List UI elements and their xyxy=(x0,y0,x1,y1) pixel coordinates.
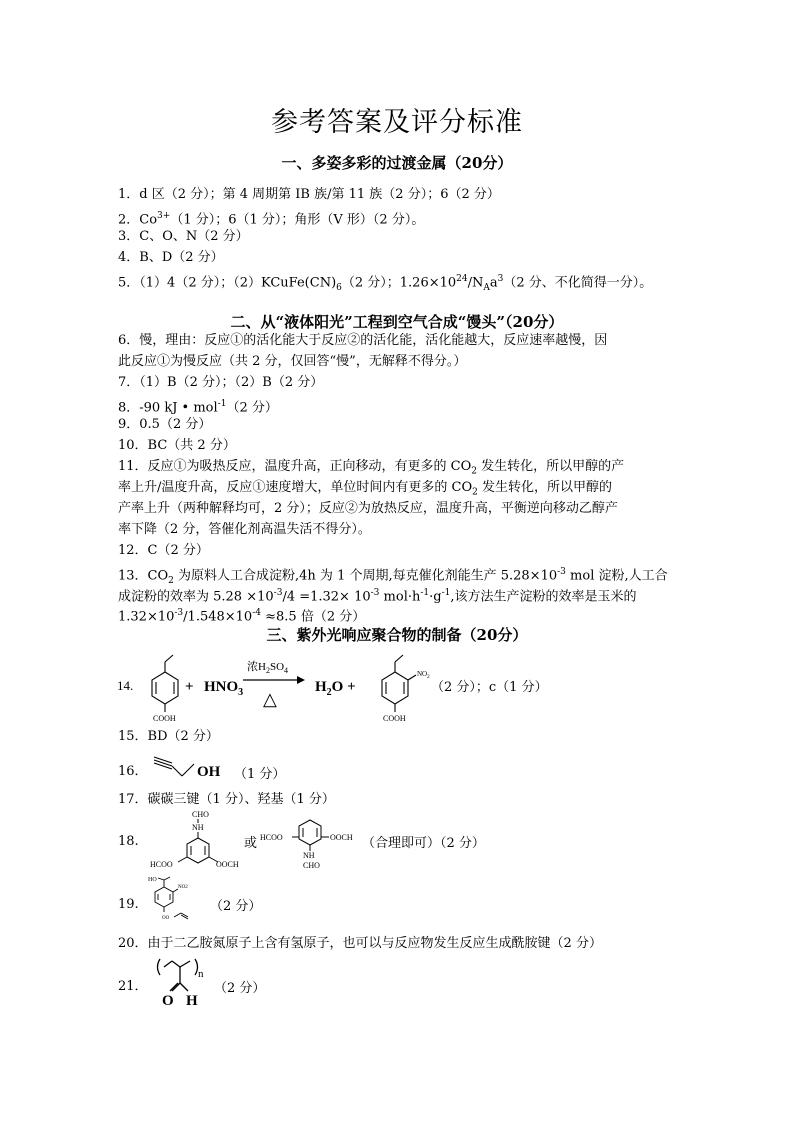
page-title: 参考答案及评分标准 xyxy=(271,107,523,138)
q16-label: 16． xyxy=(118,764,148,779)
answer-9: 9．0.5（2 分） xyxy=(118,417,212,432)
nitro-label: $NO_2$ xyxy=(417,670,430,680)
plus-sign: + xyxy=(185,679,194,695)
svg-text:HCOO: HCOO xyxy=(260,833,283,842)
svg-text:HCOO: HCOO xyxy=(150,860,173,869)
answer-11-line-1: 11．反应①为吸热反应，温度升高，正向移动，有更多的 $CO_2$ 发生转化，所以甲醇的产 xyxy=(118,459,625,477)
answer-3: 3．C、O、N（2 分） xyxy=(118,229,249,244)
section-heading-2: 二、从“液体阳光”工程到空气合成“馒头”（20分） xyxy=(230,313,564,331)
answer-1: 1．d 区（2 分）；第 4 周期第 IB 族/第 11 族（2 分）；6（2 分） xyxy=(118,187,500,202)
answer-6-line-2: 此反应①为慢反应（共 2 分，仅回答“慢”，无解释不得分。） xyxy=(118,354,467,369)
q18-label: 18. xyxy=(118,834,139,849)
heat-symbol: △ xyxy=(263,689,277,709)
svg-text:CHO: CHO xyxy=(192,810,209,819)
propargyl-alcohol-structure xyxy=(152,752,232,782)
svg-text:OO: OO xyxy=(162,916,170,921)
svg-text:NO2: NO2 xyxy=(178,885,188,890)
answer-5: 5．（1）4（2 分）；$(2)KCuFe(CN)_6(2$ 分）；$1.26\times 10^{24}/N_Aa^3(2$ 分、不化简得一分）。 xyxy=(118,274,653,293)
polymer-structure xyxy=(150,955,220,1015)
svg-text:OOCH: OOCH xyxy=(216,860,239,869)
cooh-label-product: COOH xyxy=(383,714,406,723)
answer-6-line-1: 6．慢，理由：反应①的活化能大于反应②的活化能，活化能越大，反应速率越慢，因 xyxy=(118,333,608,348)
ethylbenzoic-acid-structure xyxy=(152,655,178,712)
svg-text:NH: NH xyxy=(303,851,315,860)
answer-13-line-3: $1.32\times 10^{-3}/1.548\times 10^{-4} \approx 8.5$ 倍（2 分） xyxy=(118,608,366,625)
answer-13-line-2: 成淀粉的效率为 $5.28 \times 10^{-3}/4 =1.32\times 10^{-3}$ $mol\cdot h^{-1}\cdot g^{-1}$,该方法生产淀粉的效率是玉米的 xyxy=(118,588,637,605)
svg-text:NH: NH xyxy=(192,823,204,832)
or-word: 或 xyxy=(244,836,258,851)
answer-7: 7．（1）B（2 分）；（2）B（2 分） xyxy=(118,375,324,390)
svg-text:O: O xyxy=(162,993,174,1009)
answer-20: 20．由于二乙胺氮原子上含有氢原子，也可以与反应物发生反应生成酰胺键（2 分） xyxy=(118,936,602,951)
q14-label: 14. xyxy=(117,678,134,693)
answer-15: 15．BD（2 分） xyxy=(118,729,219,744)
answer-17: 17．碳碳三键（1 分）、羟基（1 分） xyxy=(118,792,335,807)
section-heading-3: 三、紫外光响应聚合物的制备（20分） xyxy=(266,626,528,644)
answer-4: 4．B、D（2 分） xyxy=(118,250,224,265)
answer-12: 12．C（2 分） xyxy=(118,543,209,558)
hno3-formula: $HNO_3$ xyxy=(204,679,244,698)
isomer-structure-2 xyxy=(258,810,368,872)
q18-score: （合理即可）（2 分） xyxy=(362,836,485,851)
answer-8: 8．-90 kJ • mol$^{-1}$（2 分） xyxy=(118,399,278,416)
hydroxyl-label: OH xyxy=(197,764,221,780)
q19-structure xyxy=(148,872,208,922)
q19-label: 19. xyxy=(118,897,139,912)
answer-10: 10．BC（共 2 分） xyxy=(118,438,236,453)
q14-score: （2 分）；c（1 分） xyxy=(431,680,548,695)
q19-score: （2 分） xyxy=(210,899,262,914)
q21-label: 21． xyxy=(118,979,148,994)
svg-text:H: H xyxy=(186,993,198,1009)
svg-text:CHO: CHO xyxy=(303,861,320,870)
answer-2: 2．$Co^{3+}(1$ 分）；6（1 分）；角形（V 形）（2 分）。 xyxy=(118,211,425,228)
reaction-condition: 浓$H_2SO_4$ xyxy=(247,661,289,675)
answer-13-line-1: 13．$CO_2$ 为原料人工合成淀粉,4h 为 1 个周期,每克催化剂能生产 $5.28\times 10^{-3}$ mol 淀粉,人工合 xyxy=(118,567,668,586)
q16-score: （1 分） xyxy=(234,767,286,782)
reaction-arrow-icon xyxy=(243,676,305,684)
answer-11-line-3: 产率上升（两种解释均可，2 分）；反应②为放热反应，温度升高，平衡逆向移动乙醇产 xyxy=(118,501,618,516)
cooh-label: COOH xyxy=(153,714,176,723)
answer-11-line-4: 率下降（2 分，答催化剂高温失活不得分）。 xyxy=(118,522,371,537)
svg-text:OOCH: OOCH xyxy=(330,833,353,842)
section-heading-1: 一、多姿多彩的过渡金属（20分） xyxy=(281,154,513,172)
svg-text:n: n xyxy=(198,968,204,980)
answer-11-line-2: 率上升/温度升高，反应①速度增大，单位时间内有更多的 $CO_2$ 发生转化，所以甲醇的 xyxy=(118,480,612,498)
q21-score: （2 分） xyxy=(214,981,266,996)
svg-text:HO: HO xyxy=(148,877,157,883)
water-formula: $H_2O$ + xyxy=(315,679,356,698)
nitro-product-structure xyxy=(382,655,416,712)
